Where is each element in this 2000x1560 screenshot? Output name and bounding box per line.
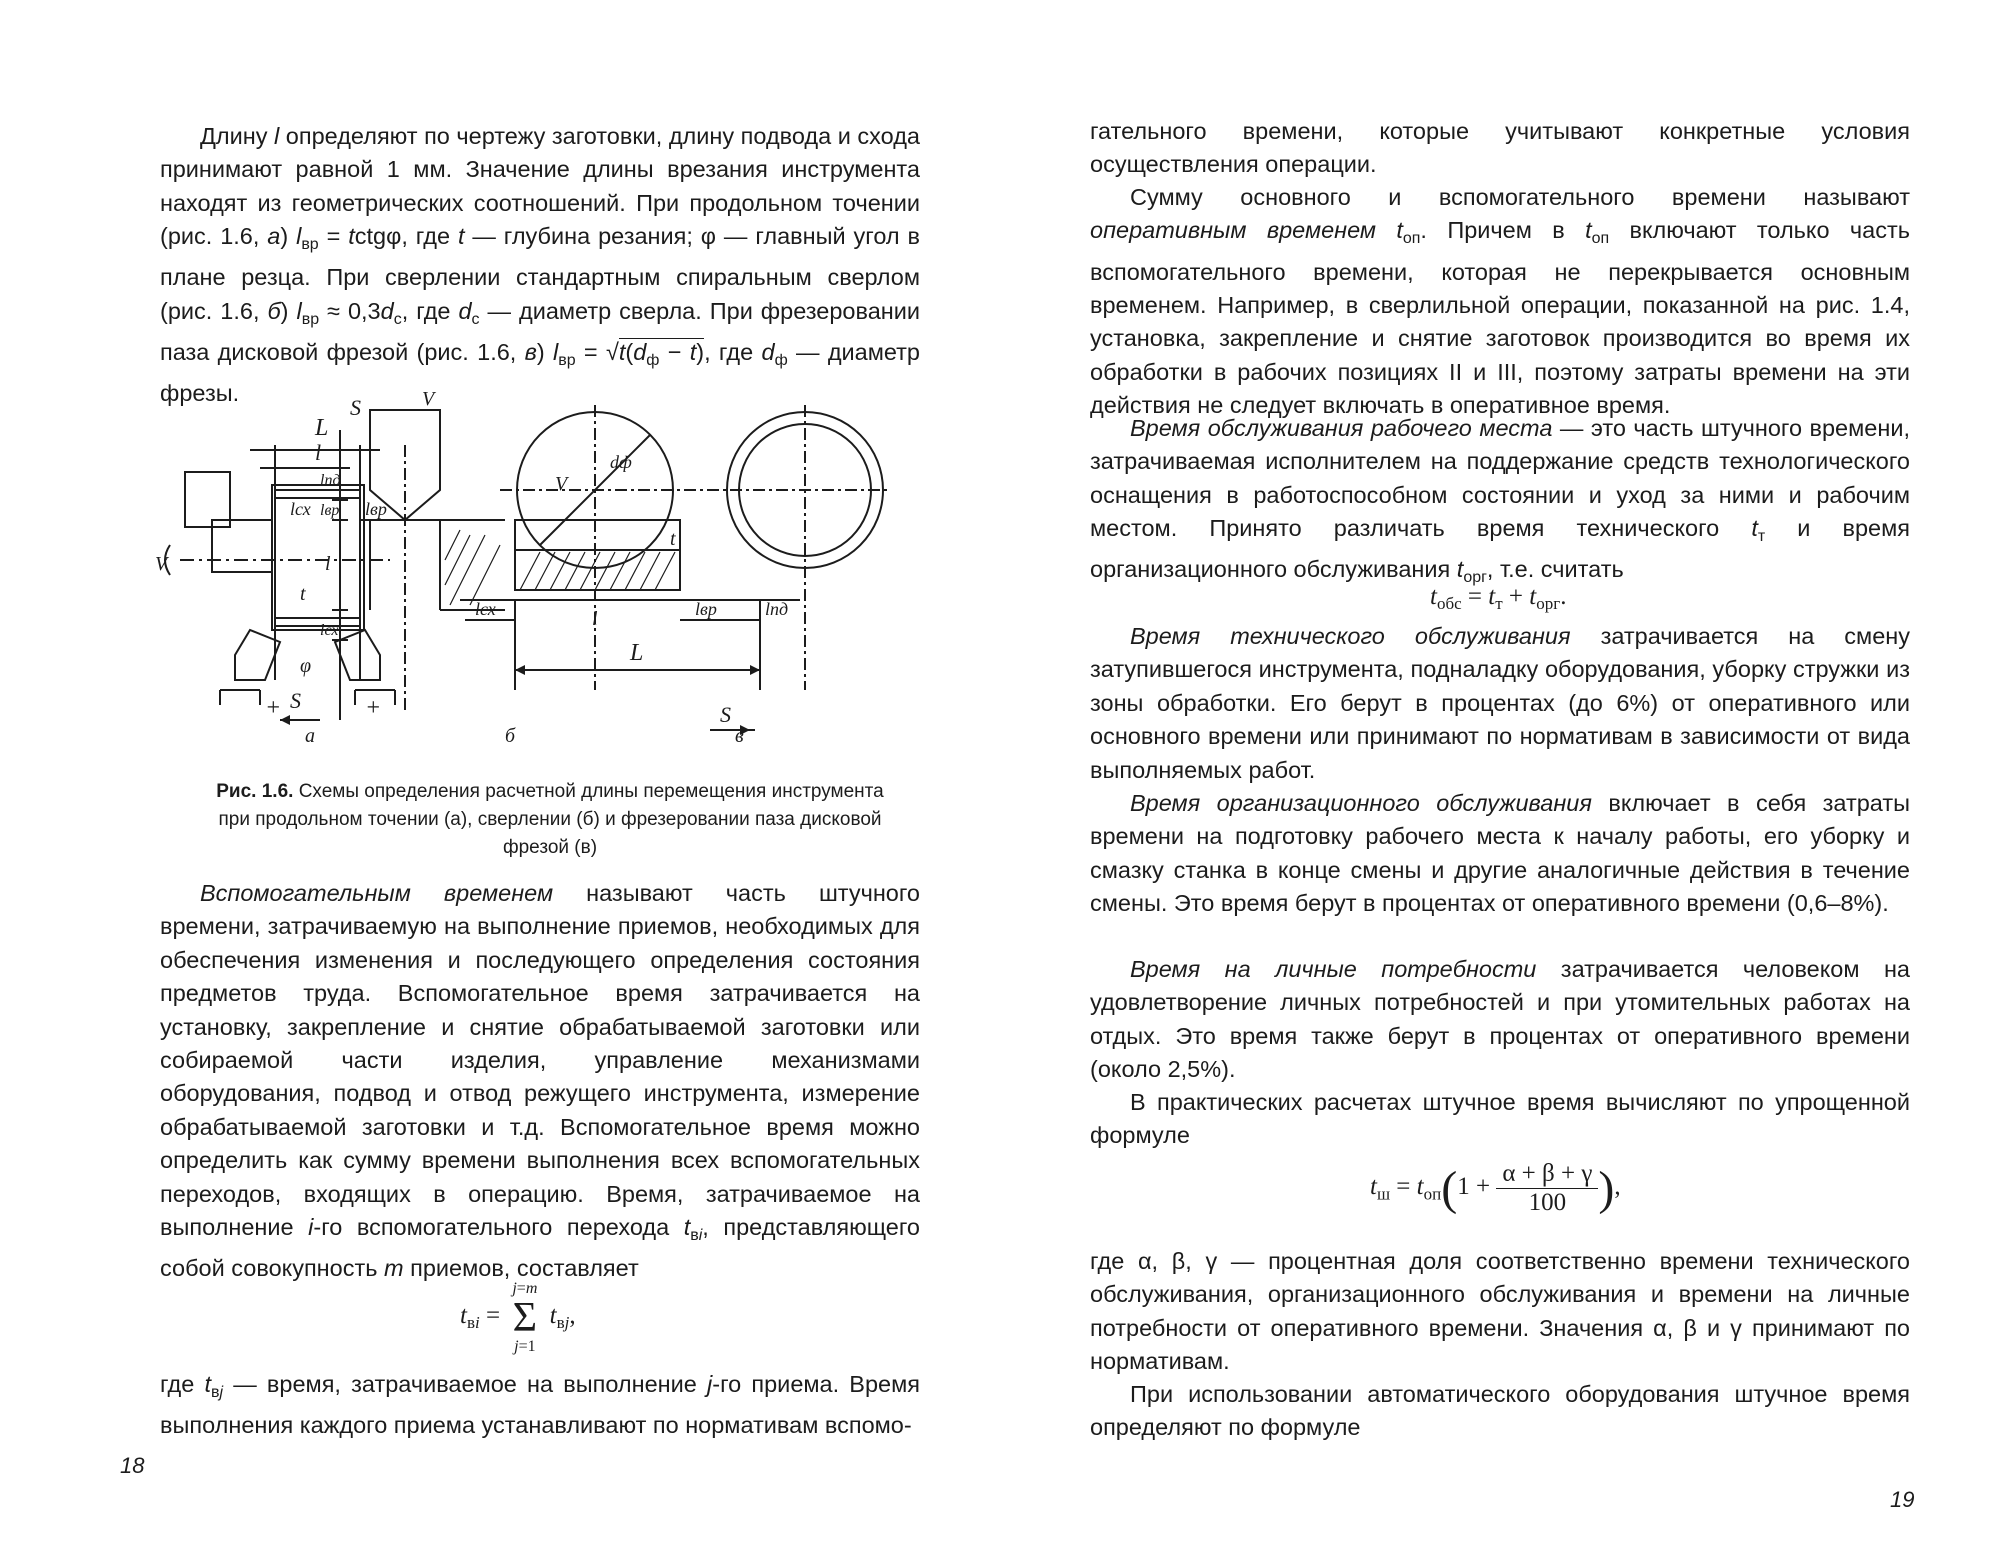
label-phi-a: φ xyxy=(300,655,312,677)
figure-1-6 xyxy=(140,390,900,750)
label-lpd-c: lпд xyxy=(765,599,789,619)
paragraph-continuation: гательного времени, которые учитывают конкретные условия осуществления операции. xyxy=(1090,118,1910,178)
paragraph-automatic-equipment: При использовании автоматического оборудования штучное время определяют по формуле xyxy=(1090,1381,1910,1441)
paragraph-practical-calc: В практических расчетах штучное время вычисляют по упрощенной формуле xyxy=(1090,1089,1910,1149)
paragraph-service-time: Время обслуживания рабочего места — это часть штучного времени, затрачиваемая исполнителем на поддержание средств технологического оснащения в работоспособном состоянии и уход за ними и рабочим местом. Принято различать время технического $t_т$ и время организационного обслуживания $t_{орг}$, т.е. считать xyxy=(1090,415,1910,587)
label-lvr-a: lвр xyxy=(365,499,387,519)
paragraph-where-alpha: где α, β, γ — процентная доля соответственно времени технического обслуживания, организационного обслуживания и времени на личные потребности от оперативного времени. Значения α, β и γ принимают по нормативам. xyxy=(1090,1248,1910,1375)
paragraph-auxiliary-time: Вспомогательным временем называют часть штучного времени, затрачиваемую на выполнение приемов, необходимых для обеспечения изменения и последующего определения состояния предметов труда. Вспомогательное время затрачивается на установку, закрепление и снятие обрабатываемой заготовки или собираемой части изделия, управление механизмами оборудования, подвод и отвод режущего инструмента, измерение обрабатываемой заготовки и т.д. Вспомогательное время можно определить как сумму времени выполнения всех вспомогательных переходов, входящих в операцию. Время, затрачиваемое на выполнение i-го вспомогательного перехода $t_{вi}$, представляющего собой совокупность m приемов, составляет xyxy=(160,880,921,1282)
label-lvr-b: lвр xyxy=(320,502,340,519)
paragraph-technical-service: Время технического обслуживания затрачивается на смену затупившегося инструмента, подналадку оборудования, уборку стружки из зоны обработки. Его берут в процентах (до 6%) от оперативного или основного времени или принимают по нормативам в зависимости от вида выполняемых работ. xyxy=(1090,623,1910,783)
label-plus-right: + xyxy=(365,695,382,721)
formula-piece-time: $t_ш = t_{оп}(1$ + $\frac{\alpha + \beta + \gamma}{100}$ ), xyxy=(1370,1160,1621,1216)
label-lcx-a: lсх xyxy=(290,499,311,519)
figure-caption-label: Рис. 1.6. xyxy=(216,781,294,802)
figure-caption xyxy=(200,778,900,862)
paragraph-personal-needs: Время на личные потребности затрачивается человеком на удовлетворение личных потребностей и при утомительных работах на отдых. Это время также берут в процентах от оперативного времени (около 2,5%). xyxy=(1090,956,1910,1083)
page-number-right: 19 xyxy=(1890,1487,1915,1512)
label-V-c: V xyxy=(555,473,568,495)
label-S-a: S xyxy=(290,688,301,713)
label-d-c: dф xyxy=(610,452,632,472)
figure-caption-text: Схемы определения расчетной длины перемещения инструмента при продольном точении (а), сверлении (б) и фрезеровании паза дисковой фрезой (в) xyxy=(218,781,884,858)
paragraph-operative-time: Сумму основного и вспомогательного времени называют оперативным временем $t_{оп}$. Причем в $t_{оп}$ включают только часть вспомогательного времени, которая не перекрывается основным временем. Например, в сверлильной операции, показанной на рис. 1.4, установка, закрепление и снятие заготовок производится во время их обработки в рабочих позициях II и III, поэтому затраты времени на эти действия не следует включать в оперативное время. xyxy=(1090,184,1910,419)
label-S-b: S xyxy=(350,395,361,420)
label-t-c: t xyxy=(670,528,676,550)
right-page xyxy=(1000,0,2000,1560)
label-t-a: t xyxy=(300,583,306,605)
label-S-c: S xyxy=(720,702,731,727)
paragraph-where-tvj: где $t_{вj}$ — время, затрачиваемое на выполнение j-го приема. Время выполнения каждого приема устанавливают по нормативам вспомо- xyxy=(160,1371,921,1439)
label-V-a: V xyxy=(155,553,168,575)
label-L-a: L xyxy=(315,415,329,441)
label-lpd-b: lпд xyxy=(320,472,341,489)
figure-letter-b: б xyxy=(505,725,516,747)
page-number-left: 18 xyxy=(120,1453,145,1478)
paragraph-length-determination: Длину l определяют по чертежу заготовки, длину подвода и схода принимают равной 1 мм. Значение длины врезания инструмента находят из геометрических соотношений. При продольном точении (рис. 1.6, а) $l_{вр}$ = tctgφ, где t — глубина резания; φ — главный угол в плане резца. При сверлении стандартным спиральным сверлом (рис. 1.6, б) $l_{вр} \approx 0,3d_с$, где $d_с$ — диаметр сверла. При фрезеровании паза дисковой фрезой (рис. 1.6, в) $l_{вр} = √t(d_ф - t)$, где $d_ф$ — диаметр фрезы. xyxy=(160,123,921,407)
figure-letter-c: в xyxy=(735,725,744,747)
label-L-c: L xyxy=(630,640,644,666)
label-plus-left: + xyxy=(265,695,282,721)
label-l-b: l xyxy=(325,553,331,575)
label-lcx-c: lсх xyxy=(475,599,496,619)
formula-sum: $t_{вi}$ = j=m Σ j=1 $t_{вj}$, xyxy=(460,1280,576,1355)
formula-service: $t_{обс} = t_т + t_{орг}$. xyxy=(1430,583,1567,614)
label-lvr-c: lвр xyxy=(695,599,717,619)
label-l-c: l xyxy=(592,608,598,630)
label-l-a: l xyxy=(315,440,322,465)
label-V-b: V xyxy=(422,390,435,410)
chuck-block xyxy=(185,472,230,527)
figure-letter-a: а xyxy=(305,725,315,747)
paragraph-organizational-service: Время организационного обслуживания включает в себя затраты времени на подготовку рабочего места к началу работы, его уборку и смазку станка в конце смены и другие аналогичные действия в течение смены. Это время берут в процентах от оперативного времени (0,6–8%). xyxy=(1090,790,1910,917)
label-lcx-b: lсх xyxy=(320,622,339,639)
